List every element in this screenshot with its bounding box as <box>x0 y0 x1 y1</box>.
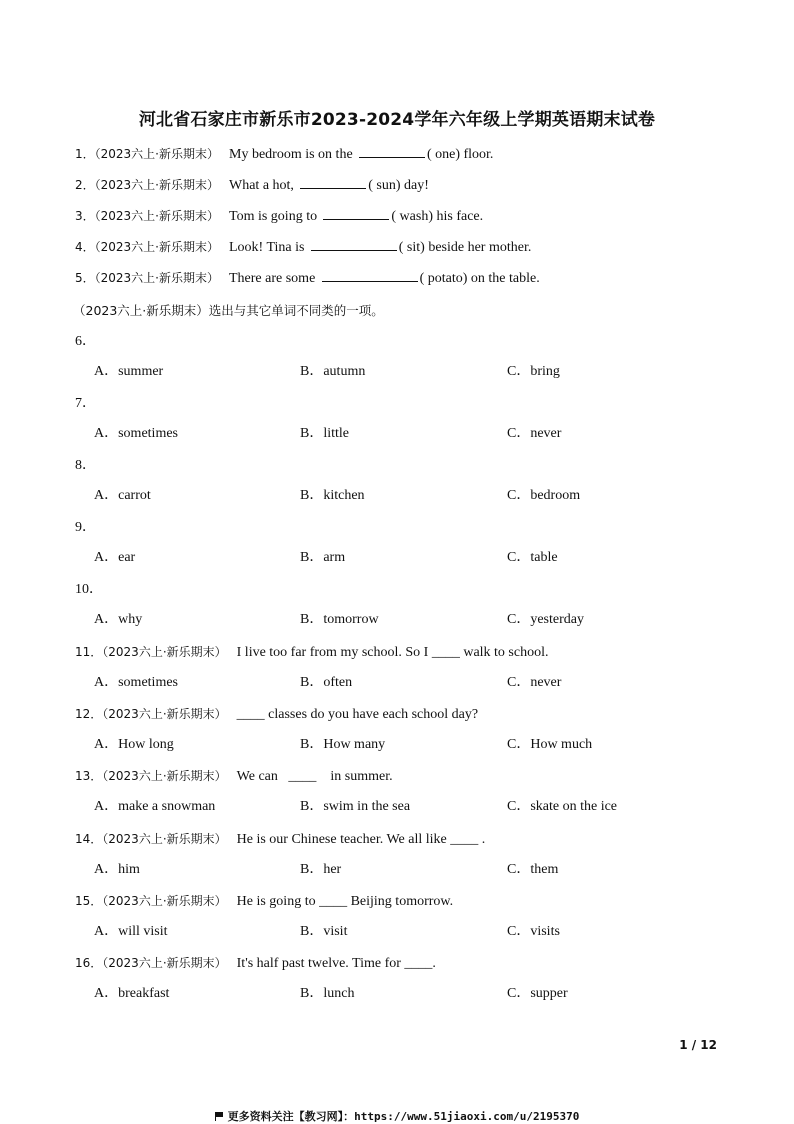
option-b[interactable]: B．autumn <box>300 364 366 379</box>
option-c[interactable]: C．yesterday <box>507 612 584 627</box>
answer-blank[interactable] <box>300 176 366 189</box>
flag-icon <box>215 1112 224 1121</box>
question-text-before: My bedroom is on the <box>229 147 353 162</box>
option-c[interactable]: C．table <box>507 550 558 565</box>
answer-blank[interactable] <box>322 269 418 282</box>
question-1 <box>75 145 493 164</box>
option-a[interactable]: A．How long <box>94 737 174 752</box>
question-4 <box>75 238 531 257</box>
question-8-number: 8． <box>75 458 96 473</box>
source-tag: （2023六上·新乐期末） <box>102 769 227 783</box>
question-text-before: Tom is going to <box>229 209 318 224</box>
question-text: ____ classes do you have each school day? <box>236 707 479 722</box>
source-tag: （2023六上·新乐期末） <box>94 147 219 161</box>
question-14: 14．（2023六上·新乐期末） He is our Chinese teacher. We all like ____ . <box>75 832 486 847</box>
document-title: 河北省石家庄市新乐市2023-2024学年六年级上学期英语期末试卷 <box>138 110 656 130</box>
option-c[interactable]: C．supper <box>507 986 568 1001</box>
option-a[interactable]: A．sometimes <box>94 426 178 441</box>
question-text-before: There are some <box>229 271 316 286</box>
option-c[interactable]: C．skate on the ice <box>507 799 618 814</box>
question-10-number: 10． <box>75 582 103 597</box>
option-b[interactable]: B．kitchen <box>300 488 365 503</box>
question-3 <box>75 207 483 226</box>
option-c[interactable]: C．How much <box>507 737 593 752</box>
question-number: 5． <box>75 271 95 285</box>
answer-blank[interactable] <box>311 238 397 251</box>
question-text-after: ( sit) beside her mother. <box>398 240 532 255</box>
option-c[interactable]: C．never <box>507 675 562 690</box>
question-text-before: Look! Tina is <box>229 240 305 255</box>
question-number: 1． <box>75 147 95 161</box>
question-7-number: 7． <box>75 396 96 411</box>
source-tag: （2023六上·新乐期末） <box>102 645 227 659</box>
source-tag: （2023六上·新乐期末） <box>102 894 227 908</box>
question-number: 4． <box>75 240 95 254</box>
footer-link[interactable] <box>0 1108 794 1124</box>
question-text: We can ____ in summer. <box>236 769 393 784</box>
question-text: I live too far from my school. So I ____ walk to school. <box>236 645 549 660</box>
question-11: 11．（2023六上·新乐期末） I live too far from my school. So I ____ walk to school. <box>75 645 549 660</box>
question-16: 16．（2023六上·新乐期末） It's half past twelve. Time for ____. <box>75 956 436 971</box>
option-a[interactable]: A．will visit <box>94 924 168 939</box>
question-12: 12．（2023六上·新乐期末） ____ classes do you have each school day? <box>75 707 479 722</box>
source-tag: （2023六上·新乐期末） <box>94 178 219 192</box>
option-b[interactable]: B．her <box>300 862 342 877</box>
source-tag: （2023六上·新乐期末） <box>94 240 219 254</box>
question-text: It's half past twelve. Time for ____. <box>236 956 436 971</box>
source-tag: （2023六上·新乐期末） <box>102 707 227 721</box>
question-5 <box>75 269 540 288</box>
option-b[interactable]: B．swim in the sea <box>300 799 411 814</box>
option-b[interactable]: B．How many <box>300 737 386 752</box>
option-b[interactable]: B．arm <box>300 550 346 565</box>
option-a[interactable]: A．him <box>94 862 140 877</box>
option-c[interactable]: C．them <box>507 862 559 877</box>
question-text-after: ( one) floor. <box>426 147 494 162</box>
option-a[interactable]: A．make a snowman <box>94 799 216 814</box>
option-c[interactable]: C．visits <box>507 924 560 939</box>
page-number: 1 / 12 <box>679 1038 717 1052</box>
question-6-number: 6． <box>75 334 96 349</box>
option-a[interactable]: A．ear <box>94 550 136 565</box>
section-instruction: （2023六上·新乐期末）选出与其它单词不同类的一项。 <box>73 303 384 318</box>
option-c[interactable]: C．never <box>507 426 562 441</box>
source-tag: （2023六上·新乐期末） <box>94 209 219 223</box>
answer-blank[interactable] <box>359 145 425 158</box>
question-13: 13．（2023六上·新乐期末） We can ____ in summer. <box>75 769 393 784</box>
option-c[interactable]: C．bedroom <box>507 488 581 503</box>
option-b[interactable]: B．tomorrow <box>300 612 379 627</box>
question-text: He is our Chinese teacher. We all like ____ . <box>236 832 486 847</box>
question-9-number: 9． <box>75 520 96 535</box>
question-text-before: What a hot, <box>229 178 294 193</box>
question-text-after: ( potato) on the table. <box>419 271 540 286</box>
question-text-after: ( wash) his face. <box>391 209 484 224</box>
option-b[interactable]: B．lunch <box>300 986 355 1001</box>
option-b[interactable]: B．little <box>300 426 349 441</box>
source-tag: （2023六上·新乐期末） <box>102 832 227 846</box>
option-c[interactable]: C．bring <box>507 364 560 379</box>
question-15: 15．（2023六上·新乐期末） He is going to ____ Beijing tomorrow. <box>75 894 454 909</box>
footer-text: 更多资料关注【教习网】：https://www.51jiaoxi.com/u/2195370 <box>227 1110 580 1123</box>
question-text-after: ( sun) day! <box>368 178 429 193</box>
option-a[interactable]: A．why <box>94 612 143 627</box>
option-b[interactable]: B．visit <box>300 924 348 939</box>
option-a[interactable]: A．summer <box>94 364 164 379</box>
source-tag: （2023六上·新乐期末） <box>94 271 219 285</box>
question-number: 2． <box>75 178 95 192</box>
option-b[interactable]: B．often <box>300 675 353 690</box>
option-a[interactable]: A．carrot <box>94 488 151 503</box>
answer-blank[interactable] <box>323 207 389 220</box>
option-a[interactable]: A．sometimes <box>94 675 178 690</box>
option-a[interactable]: A．breakfast <box>94 986 170 1001</box>
source-tag: （2023六上·新乐期末） <box>102 956 227 970</box>
question-number: 3． <box>75 209 95 223</box>
question-text: He is going to ____ Beijing tomorrow. <box>236 894 454 909</box>
question-2 <box>75 176 429 195</box>
